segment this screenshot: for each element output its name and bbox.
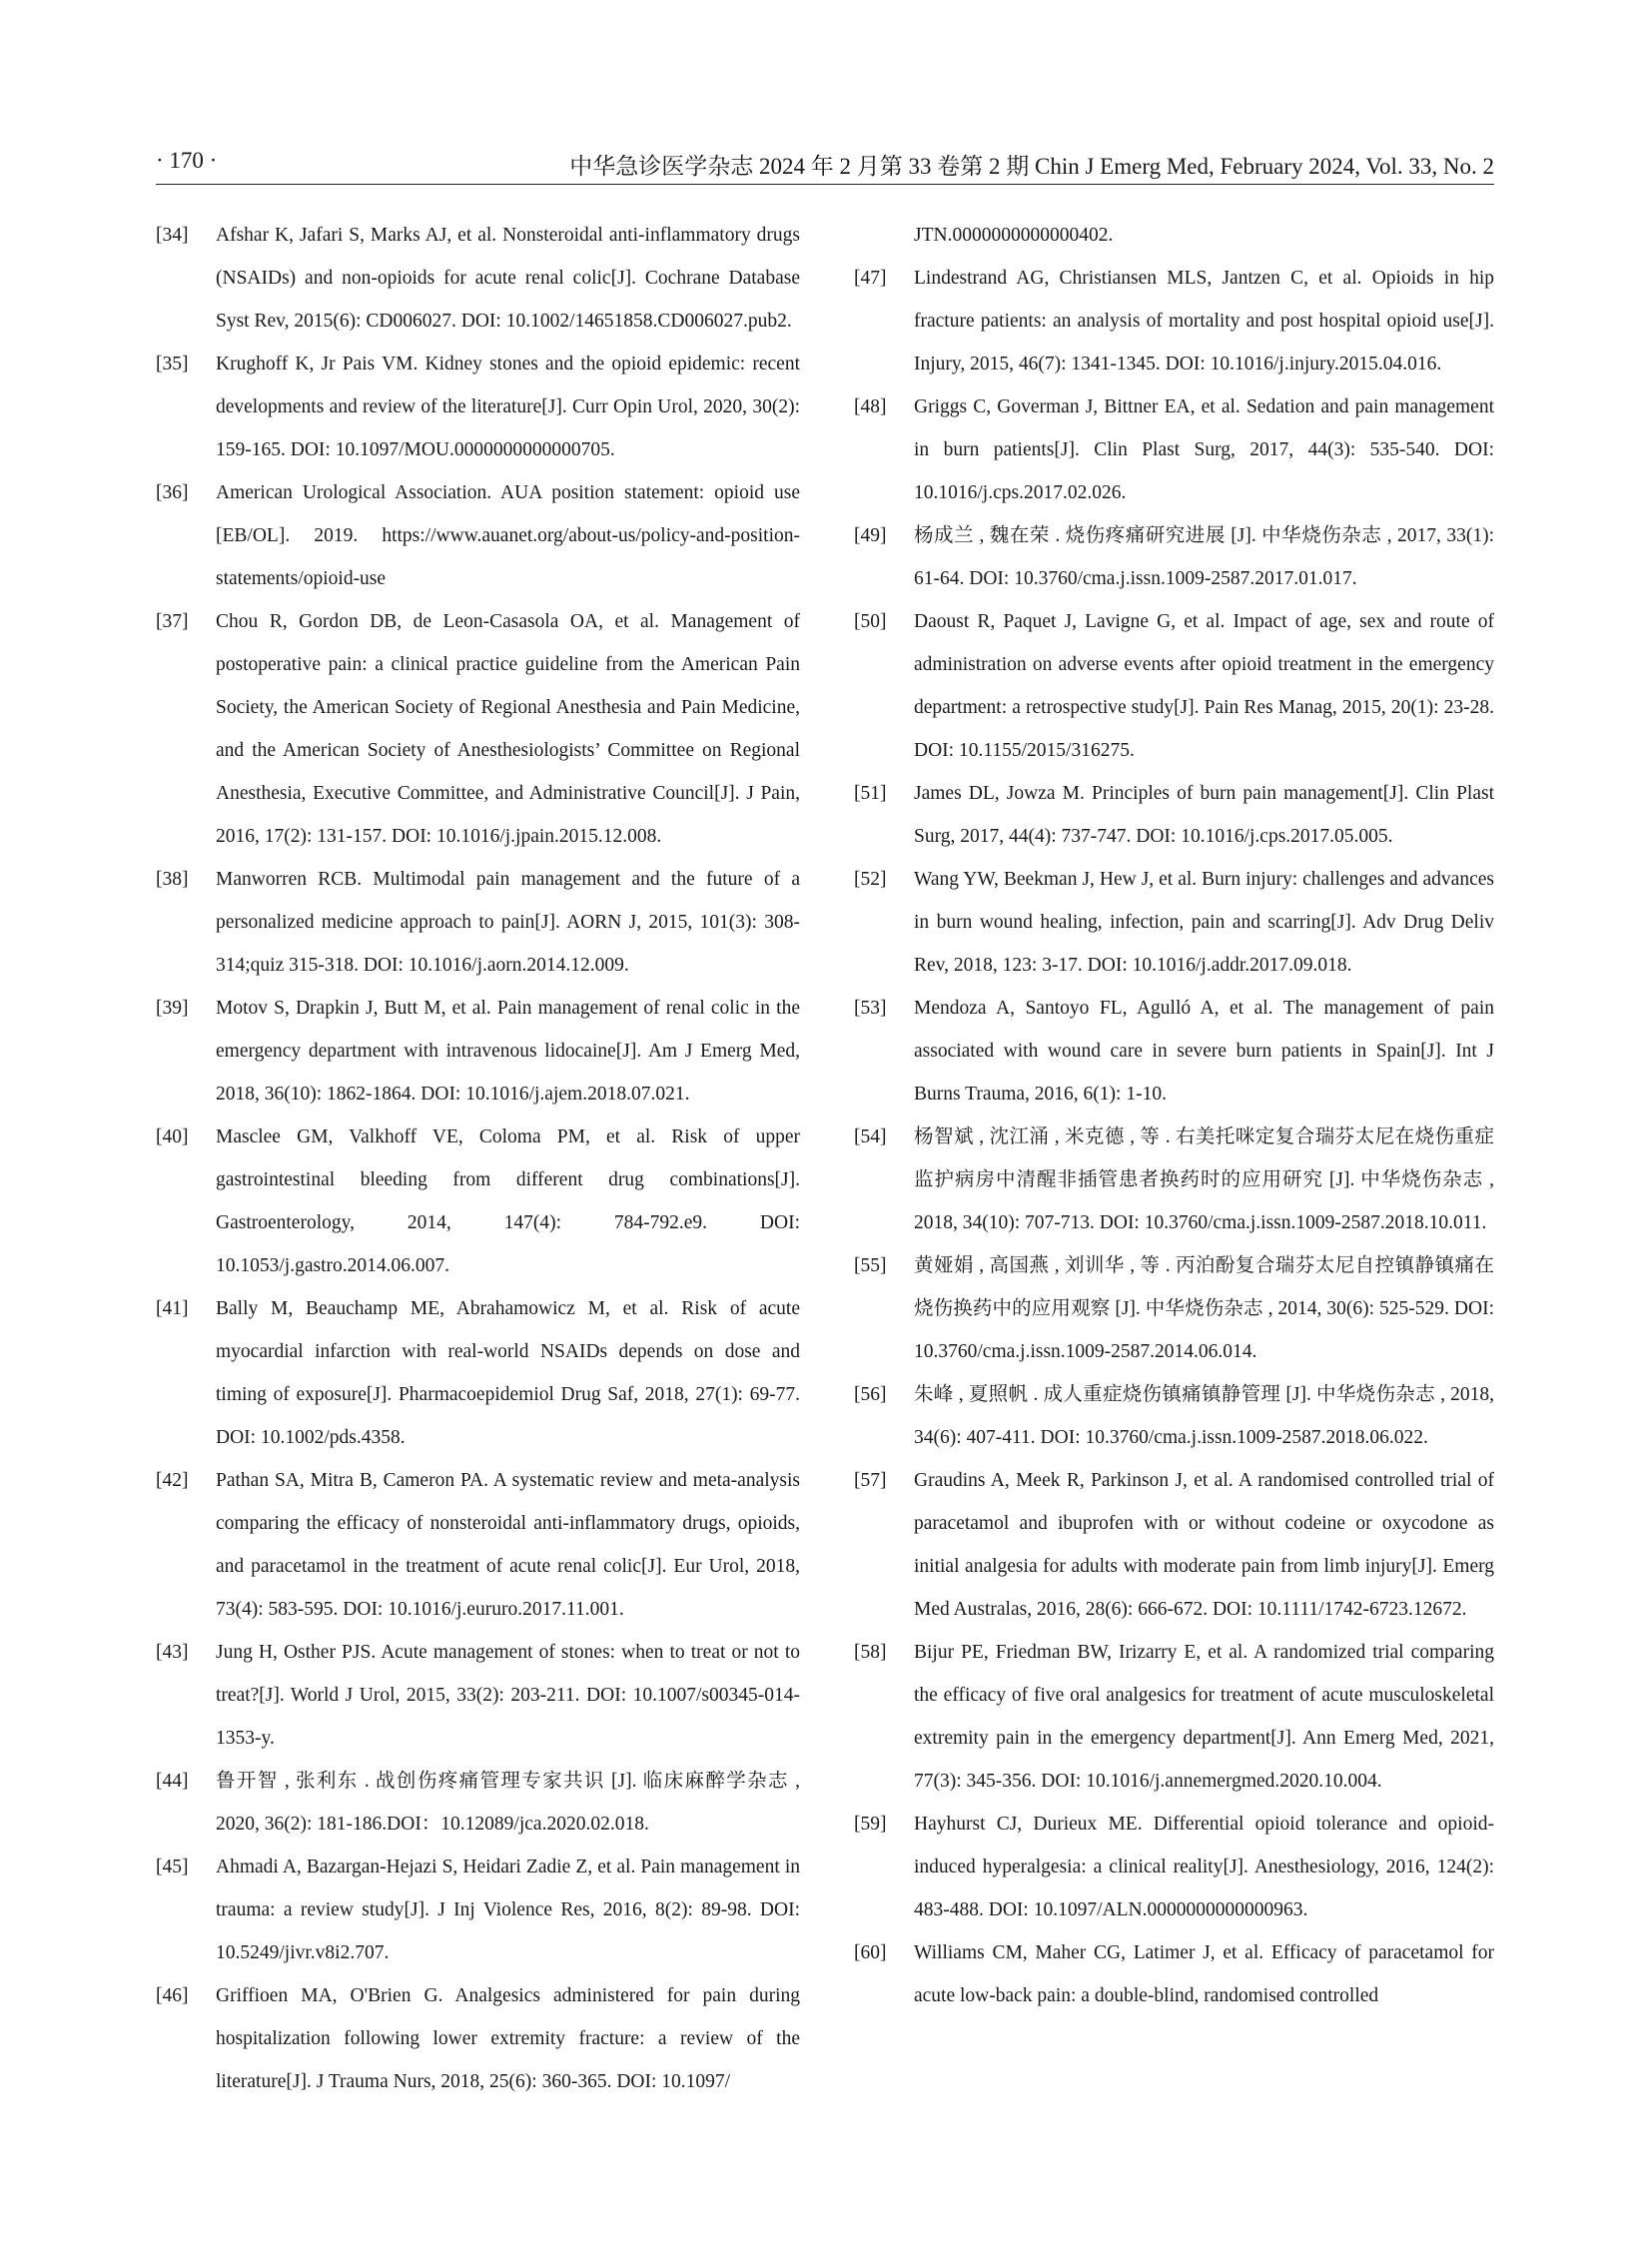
reference-text: 杨智斌 , 沈江涌 , 米克德 , 等 . 右美托咪定复合瑞芬太尼在烧伤重症监护病房中清醒非插管患者换药时的应用研究 [J]. 中华烧伤杂志 , 2018, 34(10): 707-713. DOI: 10.3760/cma.j.issn.1009-2587.2018.10.011. xyxy=(914,1126,1494,1233)
reference-number: [58] xyxy=(854,1642,887,1663)
reference-item xyxy=(854,1459,1494,1631)
reference-number: [50] xyxy=(854,611,887,632)
reference-text: Jung H, Osther PJS. Acute management of stones: when to treat or not to treat?[J]. World J Urol, 2015, 33(2): 203-211. DOI: 10.1007/s00345-014-1353-y. xyxy=(216,1642,800,1749)
reference-item xyxy=(854,1803,1494,1931)
reference-text: James DL, Jowza M. Principles of burn pain management[J]. Clin Plast Surg, 2017, 44(4): 737-747. DOI: 10.1016/j.cps.2017.05.005. xyxy=(914,783,1494,847)
reference-text: Griggs C, Goverman J, Bittner EA, et al. Sedation and pain management in burn patients[J]. Clin Plast Surg, 2017, 44(3): 535-540. DOI: 10.1016/j.cps.2017.02.026. xyxy=(914,396,1494,503)
reference-text: Griffioen MA, O'Brien G. Analgesics administered for pain during hospitalization following lower extremity fracture: a review of the literature[J]. J Trauma Nurs, 2018, 25(6): 360-365. DOI: 10.1097/ xyxy=(216,1985,800,2092)
reference-item xyxy=(854,1631,1494,1803)
reference-item xyxy=(854,1116,1494,1244)
reference-text: Afshar K, Jafari S, Marks AJ, et al. Nonsteroidal anti-inflammatory drugs (NSAIDs) and non-opioids for acute renal colic[J]. Cochrane Database Syst Rev, 2015(6): CD006027. DOI: 10.1002/14651858.CD006027.pub2. xyxy=(216,225,800,332)
reference-number: [49] xyxy=(854,525,887,546)
reference-text: Mendoza A, Santoyo FL, Agulló A, et al. The management of pain associated with wound care in severe burn patients in Spain[J]. Int J Burns Trauma, 2016, 6(1): 1-10. xyxy=(914,998,1494,1105)
reference-number: [55] xyxy=(854,1255,887,1276)
reference-number: [41] xyxy=(156,1298,189,1319)
reference-item xyxy=(854,987,1494,1116)
reference-continuation: JTN.0000000000000402. xyxy=(914,225,1114,246)
reference-item xyxy=(854,514,1494,600)
reference-text: Bally M, Beauchamp ME, Abrahamowicz M, et al. Risk of acute myocardial infarction with real-world NSAIDs depends on dose and timing of exposure[J]. Pharmacoepidemiol Drug Saf, 2018, 27(1): 69-77. DOI: 10.1002/pds.4358. xyxy=(216,1298,800,1448)
reference-item xyxy=(854,385,1494,514)
reference-text: 朱峰 , 夏照帆 . 成人重症烧伤镇痛镇静管理 [J]. 中华烧伤杂志 , 2018, 34(6): 407-411. DOI: 10.3760/cma.j.issn.1009-2587.2018.06.022. xyxy=(914,1384,1494,1448)
reference-text: American Urological Association. AUA position statement: opioid use [EB/OL]. 2019. https://www.auanet.org/about-us/policy-and-position-statements/opioid-use xyxy=(216,482,800,589)
reference-text: Hayhurst CJ, Durieux ME. Differential opioid tolerance and opioid-induced hyperalgesia: a clinical reality[J]. Anesthesiology, 2016, 124(2): 483-488. DOI: 10.1097/ALN.0000000000000963. xyxy=(914,1814,1494,1920)
reference-number: [44] xyxy=(156,1771,189,1792)
reference-number: [37] xyxy=(156,611,189,632)
reference-item xyxy=(854,858,1494,987)
reference-text: Motov S, Drapkin J, Butt M, et al. Pain management of renal colic in the emergency department with intravenous lidocaine[J]. Am J Emerg Med, 2018, 36(10): 1862-1864. DOI: 10.1016/j.ajem.2018.07.021. xyxy=(216,998,800,1105)
reference-text: 杨成兰 , 魏在荣 . 烧伤疼痛研究进展 [J]. 中华烧伤杂志 , 2017, 33(1): 61-64. DOI: 10.3760/cma.j.issn.1009-2587.2017.01.017. xyxy=(914,525,1494,589)
reference-number: [57] xyxy=(854,1470,887,1491)
reference-number: [53] xyxy=(854,998,887,1019)
left-reference-column xyxy=(156,214,800,2103)
page-header xyxy=(156,148,1494,185)
reference-number: [54] xyxy=(854,1126,887,1147)
reference-text: Lindestrand AG, Christiansen MLS, Jantzen C, et al. Opioids in hip fracture patients: an analysis of mortality and post hospital opioid use[J]. Injury, 2015, 46(7): 1341-1345. DOI: 10.1016/j.injury.2015.04.016. xyxy=(914,268,1494,374)
reference-text: Krughoff K, Jr Pais VM. Kidney stones and the opioid epidemic: recent developments and review of the literature[J]. Curr Opin Urol, 2020, 30(2): 159-165. DOI: 10.1097/MOU.0000000000000705. xyxy=(216,354,800,460)
reference-item xyxy=(156,1631,800,1760)
right-reference-column xyxy=(854,214,1494,2017)
reference-text: 黄娅娟 , 高国燕 , 刘训华 , 等 . 丙泊酚复合瑞芬太尼自控镇静镇痛在烧伤换药中的应用观察 [J]. 中华烧伤杂志 , 2014, 30(6): 525-529. DOI: 10.3760/cma.j.issn.1009-2587.2014.06.014. xyxy=(914,1255,1494,1362)
reference-text: Wang YW, Beekman J, Hew J, et al. Burn injury: challenges and advances in burn wound healing, infection, pain and scarring[J]. Adv Drug Deliv Rev, 2018, 123: 3-17. DOI: 10.1016/j.addr.2017.09.018. xyxy=(914,869,1494,976)
reference-number: [47] xyxy=(854,268,887,289)
reference-number: [43] xyxy=(156,1642,189,1663)
reference-item xyxy=(156,1459,800,1631)
reference-number: [52] xyxy=(854,869,887,890)
reference-item xyxy=(854,257,1494,385)
journal-citation: 中华急诊医学杂志 2024 年 2 月第 33 卷第 2 期 Chin J Emerg Med, February 2024, Vol. 33, No. 2 xyxy=(569,154,1494,179)
reference-number: [36] xyxy=(156,482,189,503)
reference-item xyxy=(156,1846,800,1974)
reference-text: 鲁开智 , 张利东 . 战创伤疼痛管理专家共识 [J]. 临床麻醉学杂志 , 2020, 36(2): 181-186.DOI：10.12089/jca.2020.02.018. xyxy=(216,1771,800,1835)
reference-text: Daoust R, Paquet J, Lavigne G, et al. Impact of age, sex and route of administration on adverse events after opioid treatment in the emergency department: a retrospective study[J]. Pain Res Manag, 2015, 20(1): 23-28. DOI: 10.1155/2015/316275. xyxy=(914,611,1494,761)
reference-number: [42] xyxy=(156,1470,189,1491)
reference-text: Chou R, Gordon DB, de Leon-Casasola OA, et al. Management of postoperative pain: a clinical practice guideline from the American Pain Society, the American Society of Regional Anesthesia and Pain Medicine, and the American Society of Anesthesiologists’ Committee on Regional Anesthesia, Executive Committee, and Administrative Council[J]. J Pain, 2016, 17(2): 131-157. DOI: 10.1016/j.jpain.2015.12.008. xyxy=(216,611,800,847)
reference-item xyxy=(854,1244,1494,1373)
reference-number: [51] xyxy=(854,783,887,804)
reference-text: Masclee GM, Valkhoff VE, Coloma PM, et al. Risk of upper gastrointestinal bleeding from different drug combinations[J]. Gastroenterology, 2014, 147(4): 784-792.e9. DOI: 10.1053/j.gastro.2014.06.007. xyxy=(216,1126,800,1276)
reference-number: [39] xyxy=(156,998,189,1019)
reference-text: Graudins A, Meek R, Parkinson J, et al. A randomised controlled trial of paracetamol and ibuprofen with or without codeine or oxycodone as initial analgesia for adults with moderate pain from limb injury[J]. Emerg Med Australas, 2016, 28(6): 666-672. DOI: 10.1111/1742-6723.12672. xyxy=(914,1470,1494,1620)
reference-number: [46] xyxy=(156,1985,189,2006)
reference-number: [48] xyxy=(854,396,887,417)
reference-item xyxy=(156,1974,800,2103)
reference-number: [56] xyxy=(854,1384,887,1405)
reference-number: [59] xyxy=(854,1814,887,1835)
reference-item xyxy=(854,1931,1494,2017)
reference-text: Pathan SA, Mitra B, Cameron PA. A systematic review and meta-analysis comparing the efficacy of nonsteroidal anti-inflammatory drugs, opioids, and paracetamol in the treatment of acute renal colic[J]. Eur Urol, 2018, 73(4): 583-595. DOI: 10.1016/j.eururo.2017.11.001. xyxy=(216,1470,800,1620)
reference-text: Bijur PE, Friedman BW, Irizarry E, et al. A randomized trial comparing the efficacy of five oral analgesics for treatment of acute musculoskeletal extremity pain in the emergency department[J]. Ann Emerg Med, 2021, 77(3): 345-356. DOI: 10.1016/j.annemergmed.2020.10.004. xyxy=(914,1642,1494,1792)
reference-item xyxy=(156,987,800,1116)
reference-number: [60] xyxy=(854,1942,887,1963)
reference-number: [38] xyxy=(156,869,189,890)
reference-item xyxy=(156,471,800,600)
reference-text: Williams CM, Maher CG, Latimer J, et al. Efficacy of paracetamol for acute low-back pain: a double-blind, randomised controlled xyxy=(914,1942,1494,2006)
reference-item xyxy=(156,214,800,343)
reference-number: [35] xyxy=(156,354,189,374)
reference-item xyxy=(156,343,800,471)
reference-text: Ahmadi A, Bazargan-Hejazi S, Heidari Zadie Z, et al. Pain management in trauma: a review study[J]. J Inj Violence Res, 2016, 8(2): 89-98. DOI: 10.5249/jivr.v8i2.707. xyxy=(216,1857,800,1963)
reference-item xyxy=(156,858,800,987)
reference-item xyxy=(156,600,800,858)
reference-text: Manworren RCB. Multimodal pain management and the future of a personalized medicine approach to pain[J]. AORN J, 2015, 101(3): 308-314;quiz 315-318. DOI: 10.1016/j.aorn.2014.12.009. xyxy=(216,869,800,976)
reference-number: [40] xyxy=(156,1126,189,1147)
reference-item xyxy=(156,1287,800,1459)
reference-number: [34] xyxy=(156,225,189,246)
reference-item xyxy=(854,772,1494,858)
reference-number: [45] xyxy=(156,1857,189,1877)
page-number: · 170 · xyxy=(156,148,218,173)
reference-item xyxy=(854,600,1494,772)
reference-item xyxy=(854,1373,1494,1459)
reference-item xyxy=(156,1116,800,1287)
reference-item xyxy=(156,1760,800,1846)
